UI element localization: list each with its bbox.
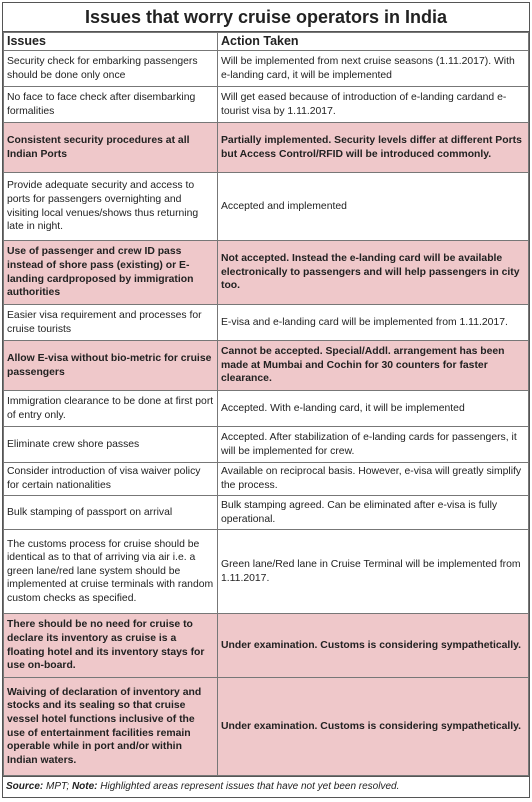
action-cell: Accepted. After stabilization of e-landing cards for passengers, it will be implemented for crew.	[218, 427, 529, 463]
source-label: Source:	[6, 781, 44, 792]
issue-cell: Consistent security procedures at all Indian Ports	[4, 123, 218, 173]
table-row	[4, 427, 529, 463]
action-cell: Available on reciprocal basis. However, e-visa will greatly simplify the process.	[218, 463, 529, 496]
table-row	[4, 678, 529, 776]
source-text: MPT;	[46, 781, 70, 792]
table-row	[4, 241, 529, 305]
header-issues: Issues	[4, 33, 218, 51]
table-row	[4, 530, 529, 614]
table-row	[4, 391, 529, 427]
action-cell: Under examination. Customs is considering sympathetically.	[218, 614, 529, 678]
issue-cell: Bulk stamping of passport on arrival	[4, 496, 218, 530]
action-cell: Accepted and implemented	[218, 173, 529, 241]
issue-cell: Waiving of declaration of inventory and stocks and its sealing so that cruise vessel hotel functions inclusive of the use of entertainment facilities remain operable while in port and/or within Indian waters.	[4, 678, 218, 776]
issues-table-figure	[2, 2, 530, 798]
issue-cell: There should be no need for cruise to declare its inventory as cruise is a floating hotel and its inventory stays for use on-board.	[4, 614, 218, 678]
action-cell: Bulk stamping agreed. Can be eliminated after e-visa is fully operational.	[218, 496, 529, 530]
issue-cell: The customs process for cruise should be identical as to that of arriving via air i.e. a green lane/red lane system should be implemented at cruise terminals with random custom checks as specified.	[4, 530, 218, 614]
figure-footer	[3, 776, 529, 797]
issue-cell: Consider introduction of visa waiver policy for certain nationalities	[4, 463, 218, 496]
header-action-taken: Action Taken	[218, 33, 529, 51]
issue-cell: Easier visa requirement and processes for cruise tourists	[4, 305, 218, 341]
table-row	[4, 87, 529, 123]
action-cell: Under examination. Customs is considering sympathetically.	[218, 678, 529, 776]
issue-cell: Use of passenger and crew ID pass instead of shore pass (existing) or E-landing cardproposed by immigration authorities	[4, 241, 218, 305]
issue-cell: Eliminate crew shore passes	[4, 427, 218, 463]
action-cell: Not accepted. Instead the e-landing card will be available electronically to passengers and will help passengers in city too.	[218, 241, 529, 305]
note-label: Note:	[71, 781, 98, 792]
table-row	[4, 496, 529, 530]
table-header-row	[4, 33, 529, 51]
action-cell: Cannot be accepted. Special/Addl. arrangement has been made at Mumbai and Cochin for 30 counters for faster clearance.	[218, 341, 529, 391]
figure-title: Issues that worry cruise operators in India	[3, 3, 529, 32]
action-cell: Accepted. With e-landing card, it will be implemented	[218, 391, 529, 427]
issue-cell: Allow E-visa without bio-metric for cruise passengers	[4, 341, 218, 391]
action-cell: Green lane/Red lane in Cruise Terminal will be implemented from 1.11.2017.	[218, 530, 529, 614]
action-cell: E-visa and e-landing card will be implemented from 1.11.2017.	[218, 305, 529, 341]
action-cell: Partially implemented. Security levels differ at different Ports but Access Control/RFID will be introduced commonly.	[218, 123, 529, 173]
table-row	[4, 614, 529, 678]
action-cell: Will get eased because of introduction of e-landing cardand e-tourist visa by 1.11.2017.	[218, 87, 529, 123]
issue-cell: No face to face check after disembarking formalities	[4, 87, 218, 123]
table-row	[4, 305, 529, 341]
table-row	[4, 463, 529, 496]
action-cell: Will be implemented from next cruise seasons (1.11.2017). With e-landing card, it will be implemented	[218, 51, 529, 87]
table-row	[4, 51, 529, 87]
issue-cell: Security check for embarking passengers should be done only once	[4, 51, 218, 87]
table-row	[4, 173, 529, 241]
issue-cell: Provide adequate security and access to ports for passengers overnighting and visiting local venues/shows thus returning late in night.	[4, 173, 218, 241]
table-row	[4, 123, 529, 173]
issues-table	[3, 32, 529, 776]
note-text: Highlighted areas represent issues that have not yet been resolved.	[100, 781, 400, 792]
table-row	[4, 341, 529, 391]
issue-cell: Immigration clearance to be done at first port of entry only.	[4, 391, 218, 427]
